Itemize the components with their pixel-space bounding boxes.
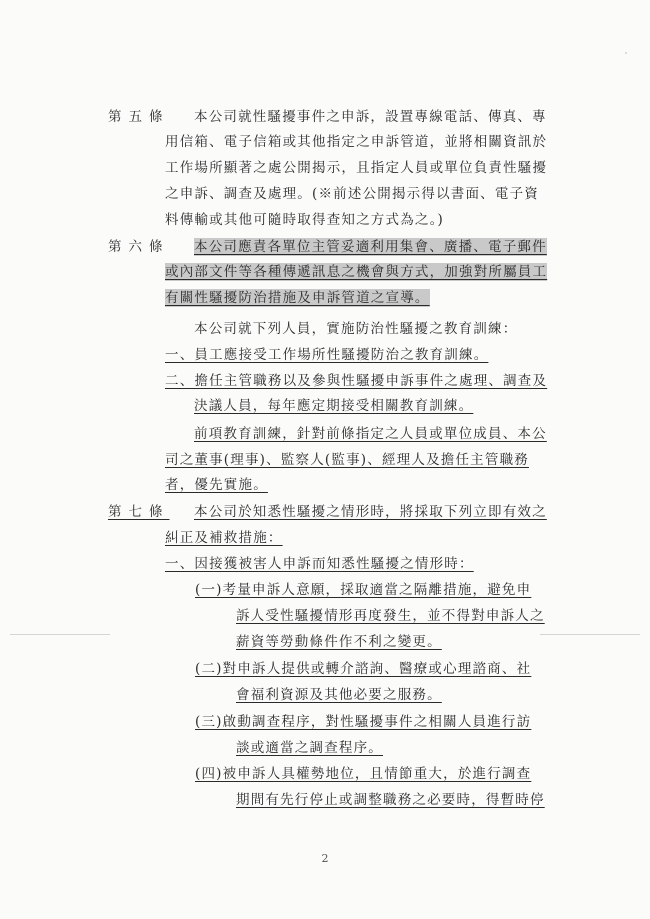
article-7-sub-3-line-1: (三)啟動調查程序，對性騷擾事件之相關人員進行訪 [195,714,532,730]
article-6-intro: 本公司就下列人員，實施防治性騷擾之教育訓練： [194,321,518,337]
article-6-closing-line-2: 司之董事(理事)、監察人(監事)、經理人及擔任主管職務 [165,452,529,468]
page-number: 2 [321,852,329,865]
article-7-sub-1-line-3: 薪資等勞動條件作不利之變更。 [236,634,442,650]
scan-artifact-right [540,634,640,635]
article-6-item-2-line-1: 二、擔任主管職務以及參與性騷擾申訴事件之處理、調查及 [165,373,548,389]
article-7-intro-line-2: 糾正及補救措施： [165,530,283,546]
article-7-sub-1-line-2: 訴人受性騷擾情形再度發生，並不得對申訴人之 [236,608,545,624]
article-6-highlight-line-3: 有關性騷擾防治措施及申訴管道之宣導。 [165,290,430,306]
article-6-item-2-line-2: 決議人員，每年應定期接受相關教育訓練。 [194,398,474,414]
article-5-line-2: 用信箱、電子信箱或其他指定之申訴管道，並將相關資訊於 [165,134,548,150]
article-7-sub-3-line-2: 談或適當之調查程序。 [236,740,383,756]
article-7-label: 第七條 [108,504,170,520]
article-5-line-3: 工作場所顯著之處公開揭示，且指定人員或單位負責性騷擾 [165,160,548,176]
article-6-item-1: 一、員工應接受工作場所性騷擾防治之教育訓練。 [165,347,489,363]
article-7-sub-1-line-1: (一)考量申訴人意願，採取適當之隔離措施，避免申 [195,582,532,598]
article-7-sub-4-line-2: 期間有先行停止或調整職務之必要時，得暫時停 [236,792,545,808]
article-7-section-1: 一、因接獲被害人申訴而知悉性騷擾之情形時： [165,556,474,572]
article-6-closing-line-3: 者，優先實施。 [165,477,268,493]
article-7-sub-2-line-1: (二)對申訴人提供或轉介諮詢、醫療或心理諮商、社 [195,661,532,677]
article-6-label: 第六條 [108,239,170,255]
article-6-highlight-line-1: 本公司應責各單位主管妥適利用集會、廣播、電子郵件 [194,239,547,255]
article-6-highlight-line-2: 或內部文件等各種傳遞訊息之機會與方式，加強對所屬員工 [165,264,548,280]
article-5-line-1: 本公司就性騷擾事件之申訴，設置專線電話、傳真、專 [194,109,547,125]
article-7-intro-line-1: 本公司於知悉性騷擾之情形時，將採取下列立即有效之 [194,504,547,520]
article-5-line-4: 之申訴、調查及處理。(※前述公開揭示得以書面、電子資 [165,186,539,202]
scan-dot [625,52,627,54]
article-7-sub-4-line-1: (四)被申訴人具權勢地位，且情節重大，於進行調查 [195,766,532,782]
article-5-line-5: 料傳輸或其他可隨時取得查知之方式為之。) [165,212,445,228]
article-5-label: 第五條 [108,109,170,125]
scan-artifact-left [10,634,110,635]
article-7-sub-2-line-2: 會福利資源及其他必要之服務。 [236,687,442,703]
article-6-closing-line-1: 前項教育訓練，針對前條指定之人員或單位成員、本公 [194,426,547,442]
